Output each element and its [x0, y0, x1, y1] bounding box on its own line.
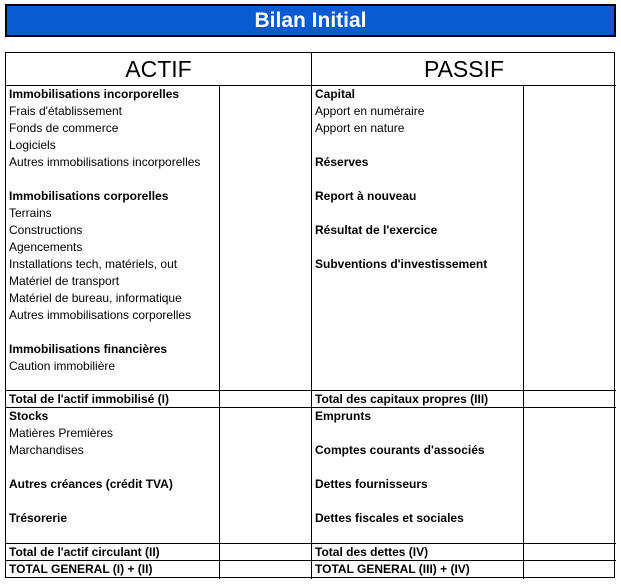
list-item: Terrains [9, 206, 52, 220]
list-item: Apport en nature [315, 121, 405, 135]
reserves: Réserves [315, 155, 369, 169]
actif-header: ACTIF [125, 55, 192, 82]
list-item: Fonds de commerce [9, 121, 119, 135]
passif-header: PASSIF [423, 55, 505, 82]
resultat-exercice: Résultat de l'exercice [315, 223, 438, 237]
emprunts: Emprunts [315, 409, 372, 423]
list-item: Installations tech, matériels, out [9, 257, 178, 271]
report-a-nouveau: Report à nouveau [315, 189, 417, 203]
total-dettes: Total des dettes (IV) [315, 545, 429, 559]
list-item: Marchandises [9, 443, 84, 457]
list-item: Autres immobilisations incorporelles [9, 155, 201, 169]
list-item: Caution immobilière [9, 359, 116, 373]
actif-amount-divider [219, 85, 220, 579]
total-general-passif: TOTAL GENERAL (III) + (IV) [315, 562, 470, 576]
page-title: Bilan Initial [5, 4, 616, 37]
list-item: Agencements [9, 240, 83, 254]
total-actif-immobilise: Total de l'actif immobilisé (I) [9, 392, 169, 406]
balance-sheet-table [5, 52, 615, 578]
immob-corp-heading: Immobilisations corporelles [9, 189, 169, 203]
list-item: Matières Premières [9, 426, 114, 440]
list-item: Matériel de transport [9, 274, 120, 288]
list-item: Autres immobilisations corporelles [9, 308, 192, 322]
stocks-heading: Stocks [9, 409, 49, 423]
autres-creances: Autres créances (crédit TVA) [9, 477, 173, 491]
total-general-actif: TOTAL GENERAL (I) + (II) [9, 562, 153, 576]
list-item: Apport en numéraire [315, 104, 425, 118]
dettes-fournisseurs: Dettes fournisseurs [315, 477, 428, 491]
tresorerie: Trésorerie [9, 511, 68, 525]
total-actif-circulant: Total de l'actif circulant (II) [9, 545, 160, 559]
passif-amount-divider [523, 85, 524, 579]
immob-incorp-heading: Immobilisations incorporelles [9, 87, 180, 101]
total-capitaux-propres: Total des capitaux propres (III) [315, 392, 489, 406]
list-item: Logiciels [9, 138, 56, 152]
subventions-investissement: Subventions d'investissement [315, 257, 488, 271]
comptes-courants-associes: Comptes courants d'associés [315, 443, 485, 457]
capital-heading: Capital [315, 87, 356, 101]
dettes-fiscales-sociales: Dettes fiscales et sociales [315, 511, 464, 525]
list-item: Matériel de bureau, informatique [9, 291, 182, 305]
immob-fin-heading: Immobilisations financières [9, 342, 168, 356]
list-item: Frais d'établissement [9, 104, 123, 118]
list-item: Constructions [9, 223, 83, 237]
